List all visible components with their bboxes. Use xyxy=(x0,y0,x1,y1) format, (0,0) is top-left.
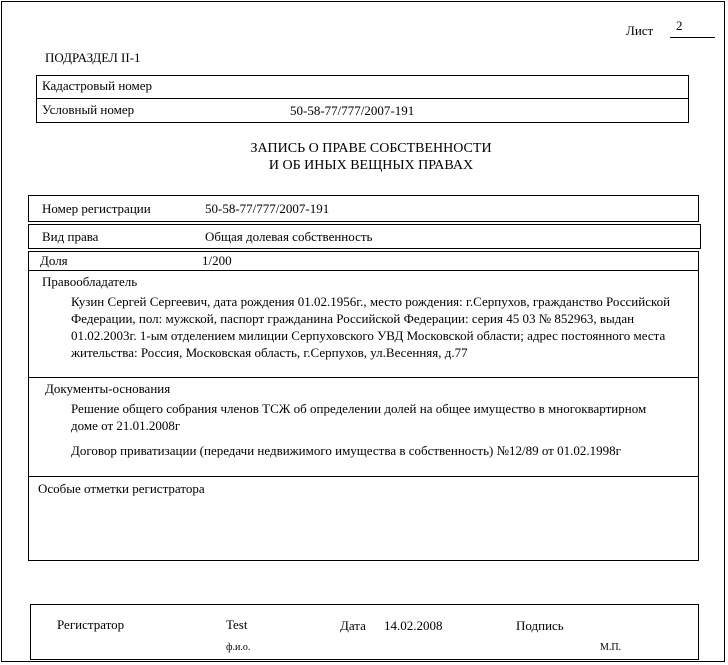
date-label: Дата xyxy=(340,618,366,633)
documents-divider xyxy=(28,476,699,477)
base-documents-label: Документы-основания xyxy=(45,381,171,396)
registrar-label: Регистратор xyxy=(57,617,125,632)
record-title-line1: ЗАПИСЬ О ПРАВЕ СОБСТВЕННОСТИ xyxy=(250,141,492,156)
right-type-label: Вид права xyxy=(42,229,99,244)
right-type-value: Общая долевая собственность xyxy=(205,229,373,244)
signature-label: Подпись xyxy=(516,618,564,633)
holder-divider xyxy=(28,377,699,378)
cadastral-number-label: Кадастровый номер xyxy=(42,78,153,93)
date-value: 14.02.2008 xyxy=(384,618,443,633)
fio-caption: ф.и.о. xyxy=(226,642,251,653)
conditional-number-label: Условный номер xyxy=(42,102,135,117)
base-document-2: Договор приватизации (передачи недвижимого имущества в собственность) №12/89 от 01.02.1998г xyxy=(71,443,621,458)
right-holder-text: Кузин Сергей Сергеевич, дата рождения 01.02.1956г., место рождения: г.Серпухов, гражданство Российской Федерации, пол: мужской, паспорт гражданина Российской Федерации: серия 45 03 № 852963, выдан 01.02.2003г. 1-ым отделением милиции Серпуховского УВД Московской области; адрес постоянного места жительства: Россия, Московская область, г.Серпухов, ул.Весенняя, д.77 xyxy=(71,294,671,360)
registration-number-value: 50-58-77/777/2007-191 xyxy=(205,201,330,216)
sheet-label: Лист xyxy=(626,23,654,38)
record-title-line2: И ОБ ИНЫХ ВЕЩНЫХ ПРАВАХ xyxy=(268,158,474,173)
subsection-heading: ПОДРАЗДЕЛ II-1 xyxy=(45,50,141,65)
sheet-number: 2 xyxy=(676,18,683,33)
registrar-name: Test xyxy=(226,617,248,632)
stamp-caption: М.П. xyxy=(600,642,622,653)
registration-number-label: Номер регистрации xyxy=(42,201,151,216)
registrar-notes-label: Особые отметки регистратора xyxy=(38,481,205,496)
share-divider xyxy=(28,270,699,271)
object-ids-divider xyxy=(36,98,689,99)
right-holder-label: Правообладатель xyxy=(42,274,138,289)
share-label: Доля xyxy=(40,253,68,268)
share-value: 1/200 xyxy=(202,253,232,268)
conditional-number-value: 50-58-77/777/2007-191 xyxy=(290,103,415,118)
base-document-1: Решение общего собрания членов ТСЖ об определении долей на общее имущество в многоквартирном доме от 21.01.2008г xyxy=(71,401,647,433)
sheet-number-underline xyxy=(670,37,715,38)
